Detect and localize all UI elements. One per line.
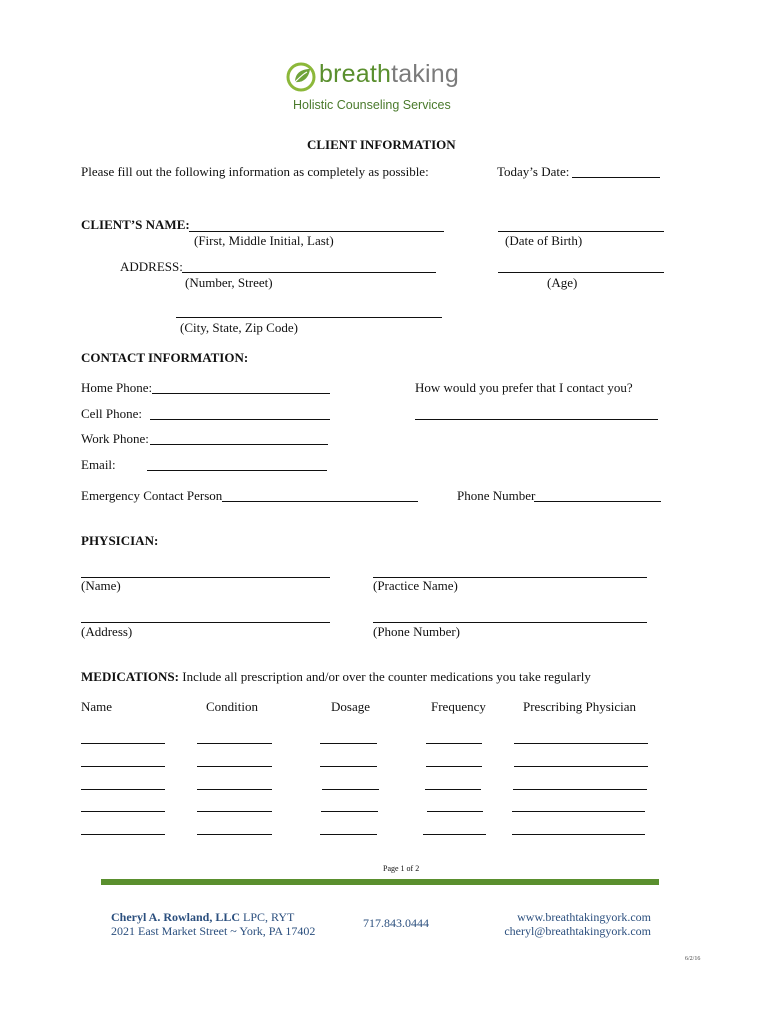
address-label: ADDRESS: [120, 259, 183, 274]
medication-name-field[interactable] [81, 834, 165, 835]
contact-preference-question: How would you prefer that I contact you? [415, 380, 633, 395]
medication-frequency-field[interactable] [427, 811, 483, 812]
medication-frequency-field[interactable] [426, 766, 482, 767]
medications-row [81, 669, 591, 685]
emergency-phone-field[interactable] [534, 501, 661, 502]
medication-dosage-field[interactable] [320, 743, 377, 744]
todays-date-field[interactable] [572, 177, 660, 178]
client-name-hint: (First, Middle Initial, Last) [194, 233, 334, 248]
cell-phone-label: Cell Phone: [81, 406, 143, 421]
medication-dosage-field[interactable] [321, 811, 378, 812]
address-hint: (Number, Street) [185, 275, 273, 290]
client-name-label: CLIENT’S NAME: [81, 217, 190, 232]
todays-date-label: Today’s Date: [497, 164, 570, 179]
medication-physician-field[interactable] [514, 743, 648, 744]
cell-phone-field[interactable] [150, 419, 330, 420]
physician-phone-hint: (Phone Number) [373, 624, 461, 639]
medication-condition-field[interactable] [197, 811, 272, 812]
medication-name-field[interactable] [81, 766, 165, 767]
medication-frequency-field[interactable] [423, 834, 486, 835]
practice-email[interactable]: cheryl@breathtakingyork.com [504, 924, 651, 938]
medication-physician-field[interactable] [512, 834, 645, 835]
footer-divider [101, 879, 659, 885]
physician-address-hint: (Address) [81, 624, 133, 639]
medication-name-field[interactable] [81, 743, 165, 744]
practice-website[interactable]: www.breathtakingyork.com [517, 910, 651, 924]
medication-frequency-field[interactable] [426, 743, 482, 744]
medication-frequency-field[interactable] [425, 789, 481, 790]
page-number: Page 1 of 2 [383, 864, 420, 873]
medication-condition-field[interactable] [197, 766, 272, 767]
emergency-contact-label: Emergency Contact Person [81, 488, 223, 503]
column-header-prescribing-physician: Prescribing Physician [523, 699, 637, 714]
city-state-zip-hint: (City, State, Zip Code) [180, 320, 298, 335]
page-title: CLIENT INFORMATION [307, 137, 456, 152]
medication-dosage-field[interactable] [322, 789, 379, 790]
contact-heading: CONTACT INFORMATION: [81, 350, 249, 365]
medication-condition-field[interactable] [197, 834, 272, 835]
age-hint: (Age) [547, 275, 578, 290]
medication-name-field[interactable] [81, 789, 165, 790]
physician-heading: PHYSICIAN: [81, 533, 159, 548]
email-field[interactable] [147, 470, 327, 471]
column-header-frequency: Frequency [431, 699, 486, 714]
medication-physician-field[interactable] [512, 811, 645, 812]
logo-word-breath: breath [319, 60, 392, 88]
date-of-birth-hint: (Date of Birth) [505, 233, 583, 248]
client-name-field[interactable] [189, 231, 444, 232]
city-state-zip-field[interactable] [176, 317, 442, 318]
medication-condition-field[interactable] [197, 789, 272, 790]
medication-condition-field[interactable] [197, 743, 272, 744]
medication-name-field[interactable] [81, 811, 165, 812]
medications-heading: MEDICATIONS: [81, 669, 179, 684]
logo-word-taking: taking [391, 60, 460, 88]
practice-credentials: LPC, RYT [243, 910, 295, 924]
medications-instruction: Include all prescription and/or over the counter medications you take regularly [182, 669, 591, 684]
medication-physician-field[interactable] [514, 766, 648, 767]
date-of-birth-field[interactable] [498, 231, 664, 232]
practice-phone: 717.843.0444 [363, 916, 429, 930]
practice-address: 2021 East Market Street ~ York, PA 17402 [111, 924, 316, 938]
logo-subtitle: Holistic Counseling Services [293, 98, 451, 112]
column-header-dosage: Dosage [331, 699, 370, 714]
contact-preference-field[interactable] [415, 419, 658, 420]
footer-name-line [111, 910, 294, 925]
physician-name-hint: (Name) [81, 578, 121, 593]
emergency-phone-label: Phone Number [457, 488, 536, 503]
work-phone-field[interactable] [150, 444, 328, 445]
home-phone-label: Home Phone: [81, 380, 153, 395]
version-date: 6/2/16 [685, 956, 701, 962]
medication-dosage-field[interactable] [320, 766, 377, 767]
emergency-contact-field[interactable] [222, 501, 418, 502]
email-label: Email: [81, 457, 116, 472]
column-header-name: Name [81, 699, 113, 714]
column-header-condition: Condition [206, 699, 259, 714]
practice-name-hint: (Practice Name) [373, 578, 458, 593]
practice-owner-name: Cheryl A. Rowland, LLC [111, 910, 241, 924]
physician-address-field[interactable] [81, 622, 330, 623]
medication-physician-field[interactable] [513, 789, 647, 790]
physician-phone-field[interactable] [373, 622, 647, 623]
age-field[interactable] [498, 272, 664, 273]
leaf-logo-icon [285, 60, 319, 94]
work-phone-label: Work Phone: [81, 431, 149, 446]
logo [285, 58, 475, 116]
address-field[interactable] [182, 272, 436, 273]
home-phone-field[interactable] [152, 393, 330, 394]
instruction-text: Please fill out the following information as completely as possible: [81, 164, 429, 179]
medication-dosage-field[interactable] [320, 834, 377, 835]
